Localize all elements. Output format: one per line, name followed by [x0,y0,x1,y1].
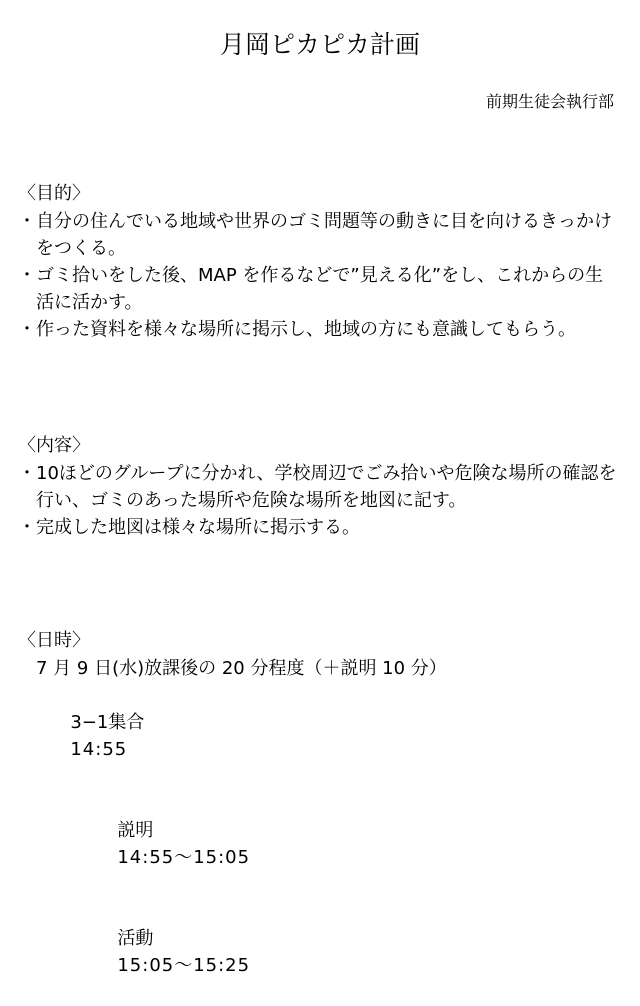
explain-row [18,790,618,898]
content-item-text: 10ほどのグループに分かれ、学校周辺でごみ拾いや危険な場所の確認を行い、ゴミのあった場所や危険な場所を地図に記す。 [36,463,617,511]
purpose-item-text: 自分の住んでいる地域や世界のゴミ問題等の動きに目を向けるきっかけをつくる。 [36,211,612,259]
purpose-section [18,180,618,343]
purpose-item [18,208,618,262]
activity-label: 活動 [117,928,154,949]
bullet-mark: ・ [18,211,36,232]
bullet-mark: ・ [18,463,36,484]
explain-label: 説明 [117,820,154,841]
gather-row [18,682,618,790]
content-item-text: 完成した地図は様々な場所に掲示する。 [36,517,360,538]
date-line: 7 月 9 日(水)放課後の 20 分程度（＋説明 10 分） [36,658,447,679]
document-title: 月岡ピカピカ計画 [219,30,420,59]
purpose-item [18,262,618,316]
purpose-heading: 〈目的〉 [18,183,90,204]
purpose-item-text: ゴミ拾いをした後、MAP を作るなどで”見える化”をし、これからの生活に活かす。 [36,265,604,313]
activity-time: 15:05〜15:25 [117,955,251,976]
content-item [18,460,618,514]
datetime-heading: 〈日時〉 [18,630,90,651]
content-heading: 〈内容〉 [18,435,90,456]
gather-time: 14:55 [70,739,128,760]
purpose-item-text: 作った資料を様々な場所に掲示し、地域の方にも意識してもらう。 [36,319,576,340]
bullet-mark: ・ [18,517,36,538]
content-item [18,514,618,541]
purpose-list [18,208,618,343]
bullet-mark: ・ [18,265,36,286]
author-department: 前期生徒会執行部 [485,92,614,111]
content-list [18,460,618,541]
datetime-section [18,627,618,1006]
explain-time: 14:55〜15:05 [117,847,251,868]
activity-row [18,898,618,1006]
gather-label: 3−1集合 [70,712,145,733]
bullet-mark: ・ [18,319,36,340]
content-section [18,432,618,541]
purpose-item [18,316,618,343]
